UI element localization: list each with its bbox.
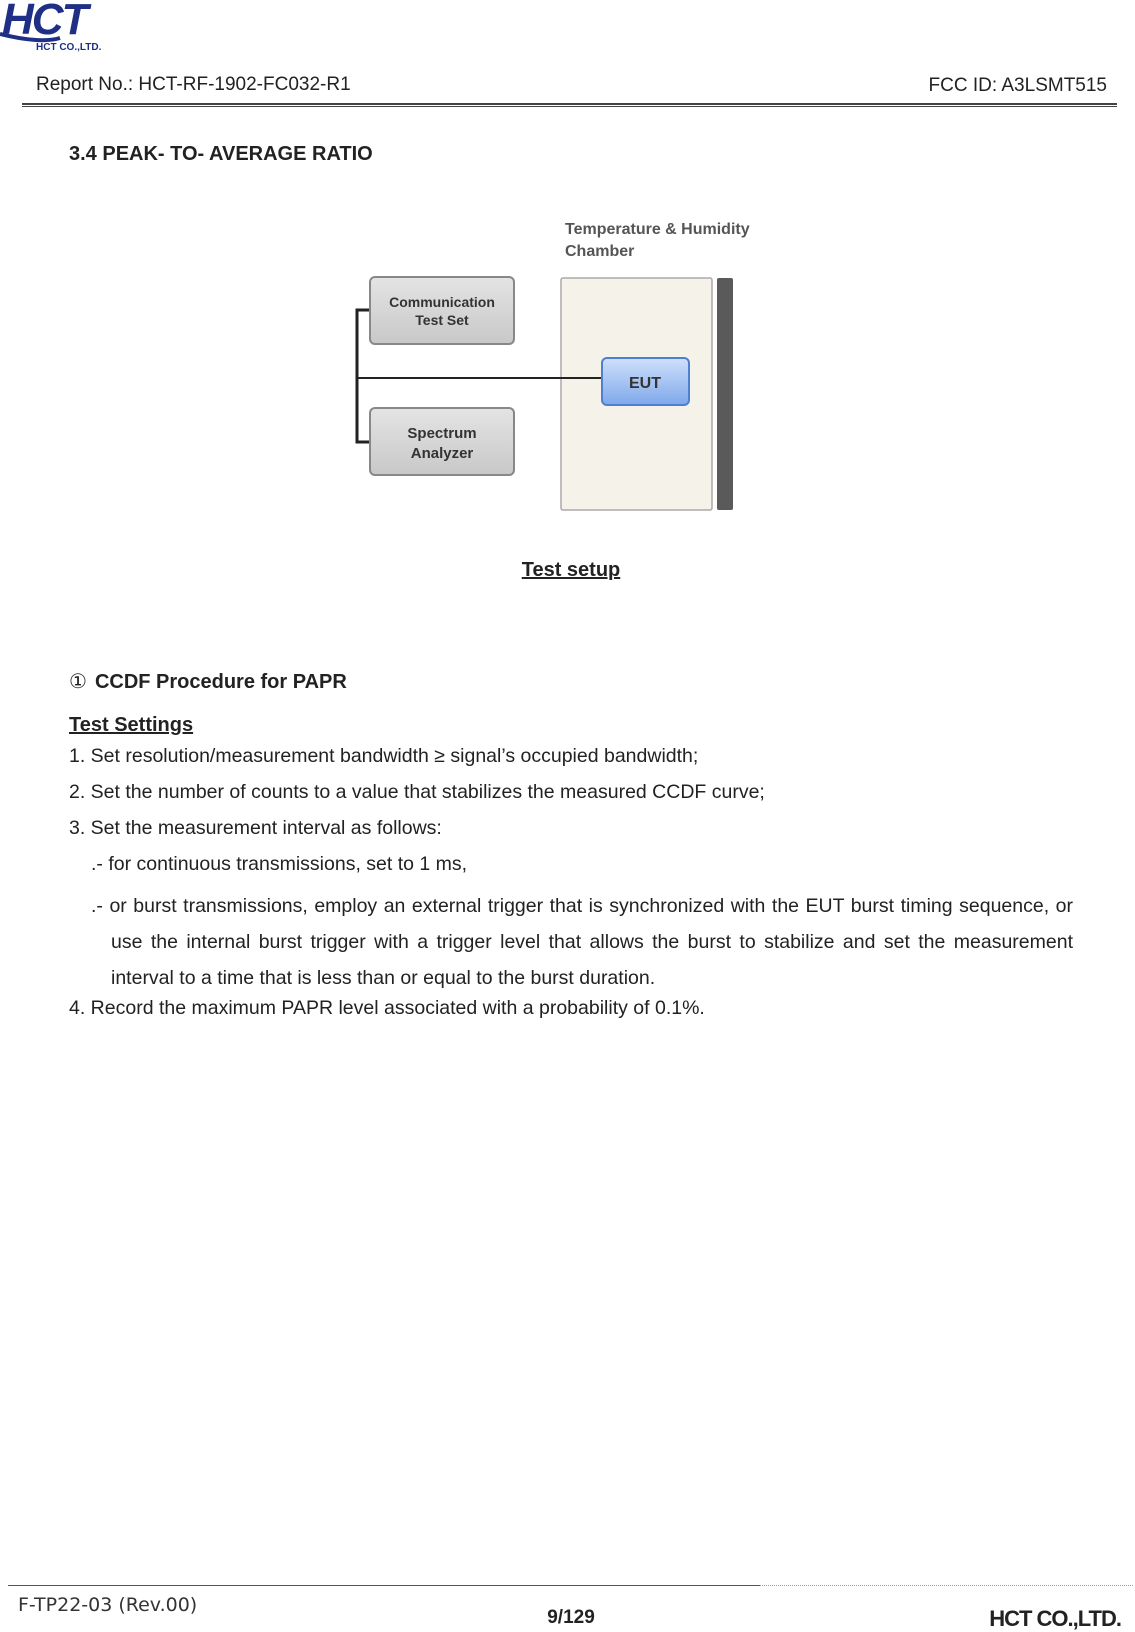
step-3-sub-1: .- for continuous transmissions, set to 1 ms,	[91, 853, 468, 875]
figure-caption: Test setup	[521, 559, 621, 581]
chamber-door	[717, 278, 733, 510]
chamber-label-line2: Chamber	[565, 243, 635, 260]
procedure-title-text: CCDF Procedure for PAPR	[94, 671, 347, 693]
header-divider	[22, 103, 1117, 107]
communication-test-set-box	[370, 277, 514, 344]
box1-line2: Test Set	[415, 312, 469, 328]
test-setup-diagram	[340, 220, 760, 520]
connection-bracket	[357, 310, 370, 442]
footer-divider-solid	[8, 1585, 760, 1586]
chamber-label-line1: Temperature & Humidity	[565, 221, 750, 238]
form-number: F-TP22-03 (Rev.00)	[18, 1594, 198, 1616]
box1-line1: Communication	[389, 294, 495, 310]
footer-company-logo: HCT CO.,LTD.	[989, 1606, 1121, 1631]
box2-line1: Spectrum	[407, 425, 477, 442]
hct-logo	[0, 0, 160, 56]
logo-subtext: HCT CO.,LTD.	[36, 42, 102, 53]
eut-label: EUT	[629, 375, 661, 392]
report-number: Report No.: HCT-RF-1902-FC032-R1	[36, 74, 351, 95]
step-4: 4. Record the maximum PAPR level associated with a probability of 0.1%.	[69, 997, 705, 1019]
step-3-sub-2	[91, 888, 1073, 996]
procedure-title	[69, 669, 347, 694]
page-number: 9/129	[547, 1607, 595, 1628]
fcc-id: FCC ID: A3LSMT515	[928, 75, 1107, 96]
step-1: 1. Set resolution/measurement bandwidth ≥ signal’s occupied bandwidth;	[69, 745, 699, 767]
step-3-sub-2-text: .- or burst transmissions, employ an external trigger that is synchronized with the EUT burst timing sequence, or use the internal burst trigger with a trigger level that allows the burst to stabilize and set the measurement interval to a time that is less than or equal to the burst duration.	[91, 895, 1073, 989]
section-title: 3.4 PEAK- TO- AVERAGE RATIO	[69, 143, 373, 165]
step-2: 2. Set the number of counts to a value that stabilizes the measured CCDF curve;	[69, 781, 765, 803]
step-3: 3. Set the measurement interval as follows:	[69, 817, 442, 839]
box2-line2: Analyzer	[410, 445, 474, 462]
test-settings-heading: Test Settings	[69, 714, 194, 736]
procedure-marker: ①	[69, 671, 87, 693]
logo-text: HCT	[2, 0, 87, 44]
